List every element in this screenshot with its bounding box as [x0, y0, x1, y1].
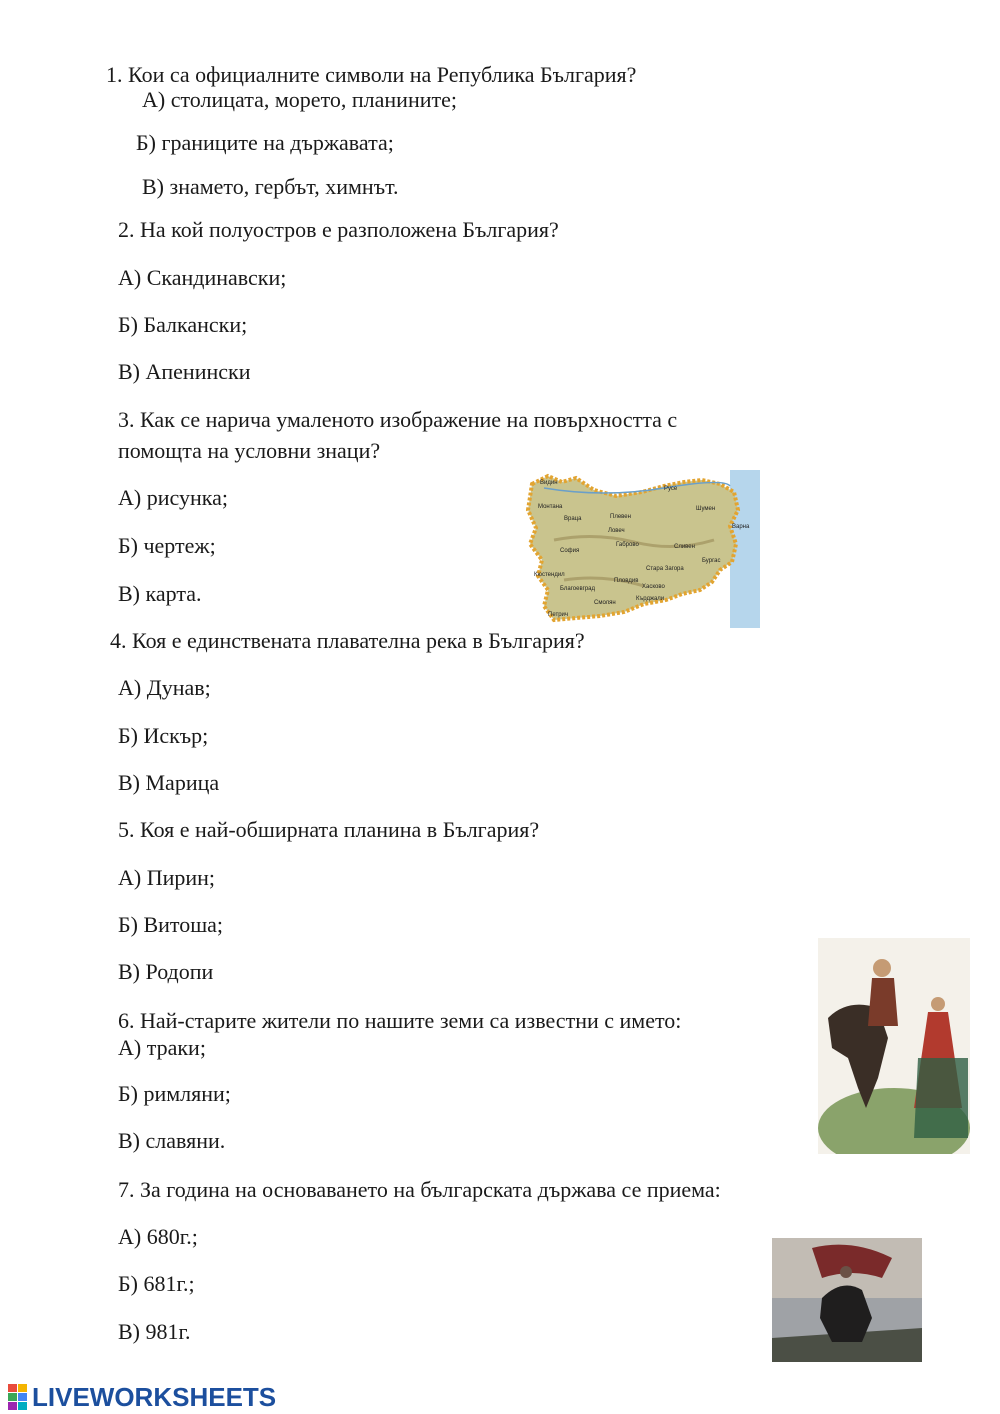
map-city-label: Плевен — [610, 514, 631, 520]
rider-body — [868, 978, 898, 1026]
bulgaria-map-svg — [524, 470, 760, 628]
question-4-option-a[interactable]: А) Дунав; — [118, 675, 211, 700]
thracians-illustration — [818, 938, 970, 1154]
question-4-option-c[interactable]: В) Марица — [118, 770, 220, 795]
map-city-label: Габрово — [616, 542, 639, 548]
map-city-label: Петрич — [548, 612, 569, 618]
question-7-option-b[interactable]: Б) 681г.; — [118, 1271, 195, 1296]
map-city-label: Ловеч — [608, 528, 625, 534]
asparuh-svg — [772, 1238, 922, 1362]
map-city-label: Стара Загора — [646, 566, 684, 572]
liveworksheets-logo-text: LIVEWORKSHEETS — [32, 1381, 277, 1412]
question-7-text: 7. За година на основаването на българската държава се приема: — [118, 1177, 721, 1202]
question-3-text-line1: 3. Как се нарича умаленото изображение на повърхността с — [118, 407, 678, 432]
question-7-option-a[interactable]: А) 680г.; — [118, 1224, 198, 1249]
question-5-text: 5. Коя е най-обширната планина в България? — [118, 817, 540, 842]
question-4-text: 4. Коя е единствената плавателна река в България? — [110, 628, 585, 653]
question-1-text: 1. Кои са официалните символи на Република България? — [106, 62, 637, 87]
question-6-option-b[interactable]: Б) римляни; — [118, 1081, 231, 1106]
question-7-option-c[interactable]: В) 981г. — [118, 1319, 191, 1344]
map-city-label: Хасково — [642, 584, 665, 590]
map-city-label: Монтана — [538, 504, 563, 510]
map-city-label: Русе — [664, 486, 678, 492]
map-city-label: Бургас — [702, 558, 721, 564]
liveworksheets-logo-icon — [8, 1384, 28, 1410]
woman-cloak — [914, 1058, 968, 1138]
rider-head — [873, 959, 891, 977]
question-3-option-c[interactable]: В) карта. — [118, 581, 202, 606]
question-1-option-c[interactable]: В) знамето, гербът, химнът. — [142, 174, 399, 199]
bulgaria-map-image — [524, 470, 760, 628]
thracians-svg — [818, 938, 970, 1154]
question-2-option-c[interactable]: В) Апенински — [118, 359, 251, 384]
map-city-label: София — [560, 548, 580, 554]
liveworksheets-logo[interactable] — [8, 1380, 276, 1414]
asparuh-painting — [772, 1238, 922, 1362]
question-3-option-a[interactable]: А) рисунка; — [118, 485, 228, 510]
question-5-option-a[interactable]: А) Пирин; — [118, 865, 216, 890]
question-2-option-a[interactable]: А) Скандинавски; — [118, 265, 287, 290]
map-city-label: Кърджали — [636, 596, 665, 602]
question-3-option-b[interactable]: Б) чертеж; — [118, 533, 216, 558]
question-5-option-b[interactable]: Б) Витоша; — [118, 912, 224, 937]
question-6-option-a[interactable]: А) траки; — [118, 1035, 206, 1060]
question-6-text: 6. Най-старите жители по нашите земи са известни с името: — [118, 1008, 682, 1033]
question-1-option-b[interactable]: Б) границите на държавата; — [136, 130, 394, 155]
map-city-label: Кюстендил — [534, 572, 565, 578]
question-2-option-b[interactable]: Б) Балкански; — [118, 312, 248, 337]
question-6-option-c[interactable]: В) славяни. — [118, 1128, 226, 1153]
question-1-option-a[interactable]: А) столицата, морето, планините; — [142, 87, 457, 112]
question-5-option-c[interactable]: В) Родопи — [118, 959, 214, 984]
map-city-label: Пловдив — [614, 578, 639, 584]
question-3-text-line2: помощта на условни знаци? — [118, 438, 381, 463]
map-city-label: Враца — [564, 516, 582, 522]
map-city-label: Варна — [732, 524, 750, 530]
woman-head — [931, 997, 945, 1011]
map-city-label: Видин — [540, 480, 558, 486]
map-city-label: Смолян — [594, 600, 616, 606]
question-4-option-b[interactable]: Б) Искър; — [118, 723, 209, 748]
rider-head — [840, 1266, 852, 1278]
map-city-label: Шумен — [696, 506, 716, 512]
question-2-text: 2. На кой полуостров е разположена България? — [118, 217, 559, 242]
map-city-label: Сливен — [674, 544, 695, 550]
map-city-label: Благоевград — [560, 586, 595, 592]
